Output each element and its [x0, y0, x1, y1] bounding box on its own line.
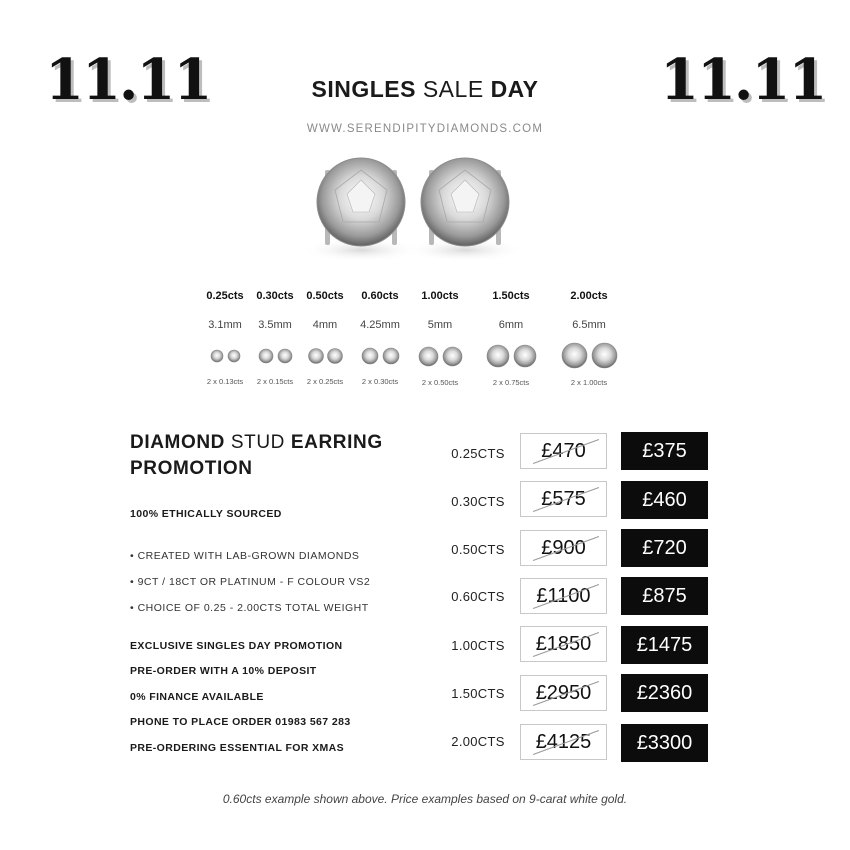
- new-price: £1475: [636, 633, 693, 656]
- mini-studs-icon: [352, 347, 408, 365]
- new-price-box: [621, 626, 708, 664]
- size-pair-weight: 2 x 0.25cts: [306, 377, 344, 386]
- mini-studs-icon: [480, 344, 542, 368]
- mini-studs-icon: [556, 342, 622, 369]
- new-price-box: [621, 432, 708, 470]
- old-price-box: [520, 724, 607, 760]
- size-pair-weight: 2 x 1.00cts: [570, 378, 608, 387]
- size-mm: 5mm: [427, 319, 453, 331]
- old-price-box: [520, 530, 607, 566]
- size-mm: 3.5mm: [258, 319, 292, 331]
- size-carat: 0.25cts: [206, 290, 244, 302]
- date-right: 11.11: [660, 47, 826, 113]
- size-carat: 0.60cts: [361, 290, 399, 302]
- size-column: [556, 290, 622, 387]
- old-price: £900: [541, 536, 586, 559]
- new-price: £3300: [636, 731, 693, 754]
- promo-line: PRE-ORDER WITH A 10% DEPOSIT: [130, 665, 317, 677]
- size-pair-weight: 2 x 0.30cts: [361, 377, 399, 386]
- promo-line: 0% FINANCE AVAILABLE: [130, 691, 264, 703]
- size-mm: 4mm: [312, 319, 338, 331]
- old-price-box: [520, 578, 607, 614]
- website-url: WWW.SERENDIPITYDIAMONDS.COM: [306, 123, 544, 135]
- promo-line: PHONE TO PLACE ORDER 01983 567 283: [130, 716, 351, 728]
- size-pair-weight: 2 x 0.75cts: [492, 378, 530, 387]
- new-price-box: [621, 481, 708, 519]
- new-price: £2360: [636, 681, 693, 704]
- size-column: [200, 290, 250, 386]
- new-price-box: [621, 724, 708, 762]
- size-carat: 2.00cts: [570, 290, 608, 302]
- size-carat: 0.30cts: [256, 290, 294, 302]
- ethical-statement: 100% ETHICALLY SOURCED: [130, 508, 282, 520]
- hero-earrings-image: [295, 150, 545, 270]
- old-price: £2950: [535, 681, 592, 704]
- promo-line: PRE-ORDERING ESSENTIAL FOR XMAS: [130, 742, 345, 754]
- old-price: £575: [541, 487, 586, 510]
- promo-title: [130, 430, 383, 482]
- footnote: 0.60cts example shown above. Price examples based on 9-carat white gold.: [222, 792, 628, 806]
- promo-title-word-2: STUD: [230, 432, 285, 453]
- feature-bullet: • 9CT / 18CT OR PLATINUM - F COLOUR VS2: [130, 576, 371, 588]
- size-mm: 4.25mm: [360, 319, 400, 331]
- promo-title-word-1: DIAMOND: [130, 432, 225, 453]
- headline-word-2: SALE: [422, 76, 484, 102]
- mini-studs-icon: [250, 348, 300, 364]
- new-price: £375: [642, 439, 687, 462]
- size-mm: 6mm: [498, 319, 524, 331]
- size-carat: 1.00cts: [421, 290, 459, 302]
- headline: [0, 76, 850, 103]
- size-carat: 1.50cts: [492, 290, 530, 302]
- new-price: £460: [642, 488, 687, 511]
- new-price-box: [621, 674, 708, 712]
- old-price-box: [520, 433, 607, 469]
- old-price: £470: [541, 439, 586, 462]
- price-row-label: 0.30CTS: [451, 494, 505, 509]
- size-mm: 3.1mm: [208, 319, 242, 331]
- size-column: [412, 290, 468, 387]
- earring-left: [317, 158, 405, 246]
- old-price: £4125: [535, 730, 592, 753]
- promo-line: EXCLUSIVE SINGLES DAY PROMOTION: [130, 640, 343, 652]
- size-column: [250, 290, 300, 386]
- size-carat: 0.50cts: [306, 290, 344, 302]
- mini-studs-icon: [200, 349, 250, 363]
- headline-word-1: SINGLES: [311, 76, 416, 102]
- feature-bullet: • CREATED WITH LAB-GROWN DIAMONDS: [130, 550, 360, 562]
- feature-bullet: • CHOICE OF 0.25 - 2.00CTS TOTAL WEIGHT: [130, 602, 369, 614]
- price-row-label: 1.00CTS: [451, 638, 505, 653]
- mini-studs-icon: [412, 346, 468, 367]
- size-pair-weight: 2 x 0.15cts: [256, 377, 294, 386]
- promo-title-word-3: EARRING: [290, 432, 383, 453]
- old-price: £1100: [536, 584, 591, 607]
- new-price-box: [621, 529, 708, 567]
- promo-title-line-2: PROMOTION: [130, 458, 253, 479]
- headline-word-3: DAY: [490, 76, 539, 102]
- earring-right: [421, 158, 509, 246]
- price-row-label: 0.25CTS: [451, 446, 505, 461]
- size-pair-weight: 2 x 0.50cts: [421, 378, 459, 387]
- size-column: [300, 290, 350, 386]
- new-price-box: [621, 577, 708, 615]
- price-row-label: 0.50CTS: [451, 542, 505, 557]
- old-price-box: [520, 675, 607, 711]
- size-pair-weight: 2 x 0.13cts: [206, 377, 244, 386]
- mini-studs-icon: [300, 348, 350, 364]
- size-column: [480, 290, 542, 387]
- new-price: £875: [642, 584, 687, 607]
- price-row-label: 0.60CTS: [451, 589, 505, 604]
- size-column: [352, 290, 408, 386]
- old-price-box: [520, 626, 607, 662]
- price-row-label: 2.00CTS: [451, 734, 505, 749]
- new-price: £720: [642, 536, 687, 559]
- size-mm: 6.5mm: [572, 319, 606, 331]
- old-price: £1850: [535, 632, 592, 655]
- price-row-label: 1.50CTS: [451, 686, 505, 701]
- old-price-box: [520, 481, 607, 517]
- date-left: 11.11: [45, 47, 211, 113]
